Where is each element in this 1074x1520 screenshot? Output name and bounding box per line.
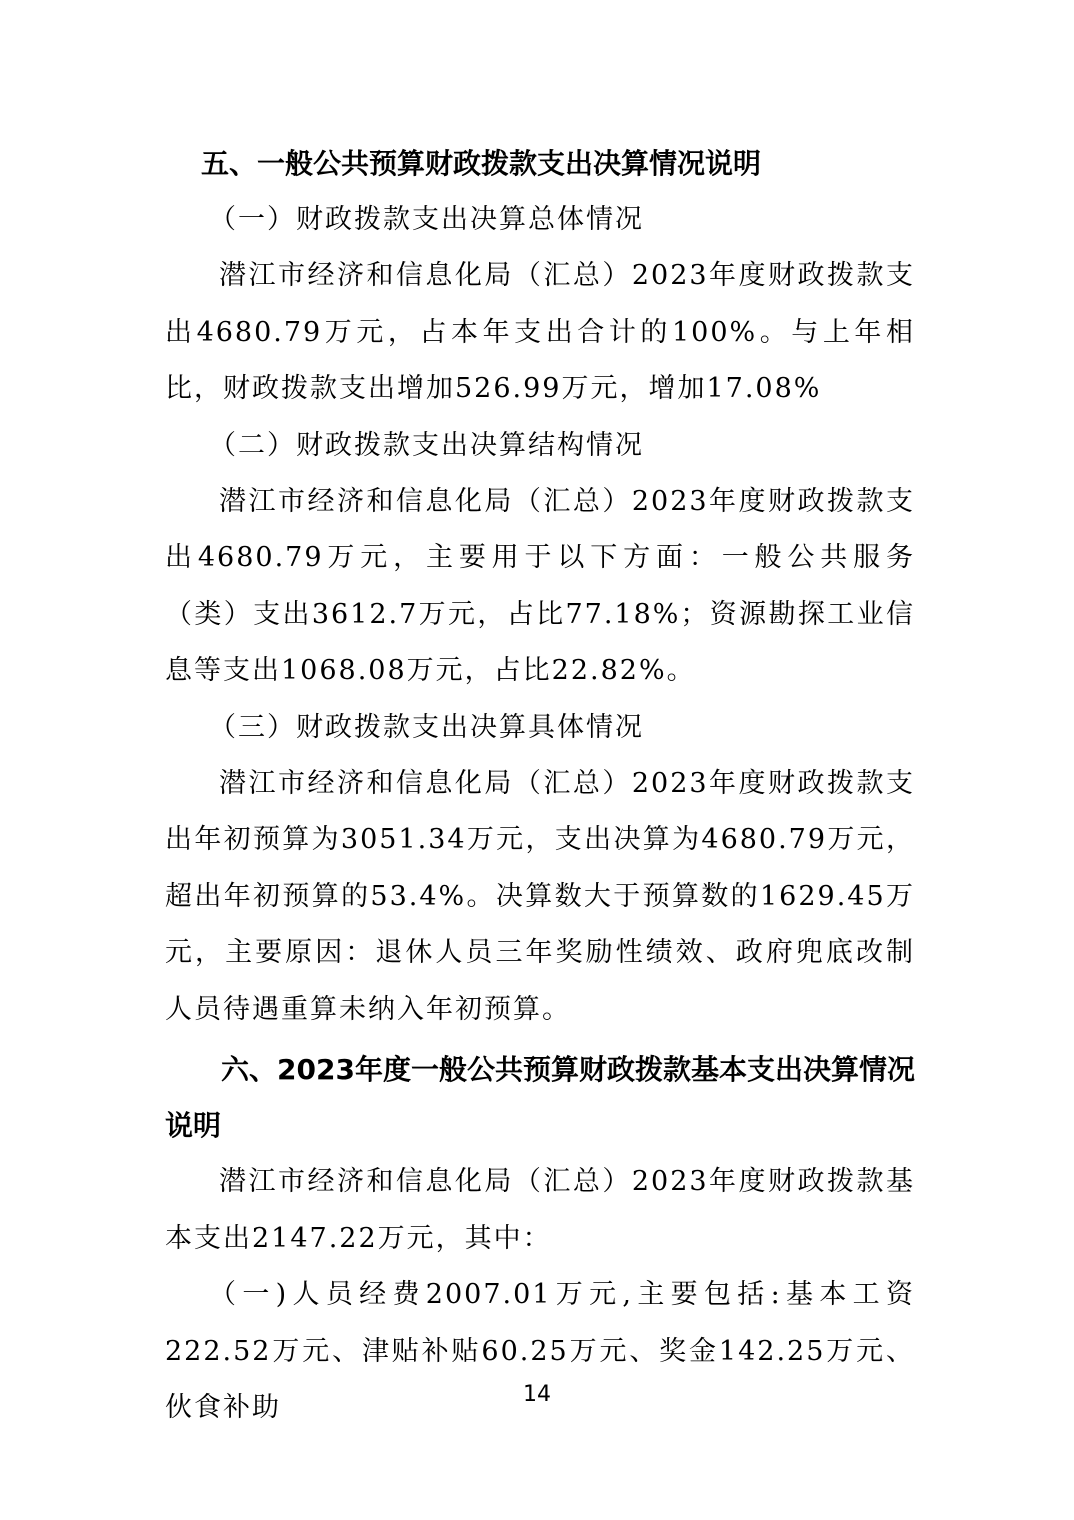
section-5-sub-1-text: 潜江市经济和信息化局（汇总）2023年度财政拨款支出4680.79万元，占本年支出合计的100%。与上年相比，财政拨款支出增加526.99万元，增加17.08% [165, 260, 915, 404]
section-5-sub-2-text: 潜江市经济和信息化局（汇总）2023年度财政拨款支出4680.79万元，主要用于以下方面：一般公共服务（类）支出3612.7万元，占比77.18%；资源勘探工业信息等支出1068.08万元，占比22.82%。 [165, 485, 915, 686]
section-5-sub-1-title: （一）财政拨款支出决算总体情况 [209, 204, 644, 235]
section-6-intro: 潜江市经济和信息化局（汇总）2023年度财政拨款基本支出2147.22万元，其中： [165, 1166, 915, 1254]
page-content [165, 130, 915, 1437]
page-number: 14 [523, 1382, 551, 1407]
section-6-item-1: （一)人员经费2007.01万元,主要包括:基本工资222.52万元、津贴补贴60.25万元、奖金142.25万元、伙食补助 [165, 1279, 915, 1423]
section-6-title: 六、2023年度一般公共预算财政拨款基本支出决算情况说明 [165, 1053, 915, 1142]
section-5-sub-3-text: 潜江市经济和信息化局（汇总）2023年度财政拨款支出年初预算为3051.34万元，支出决算为4680.79万元，超出年初预算的53.4%。决算数大于预算数的1629.45万元，主要原因：退休人员三年奖励性绩效、政府兜底改制人员待遇重算未纳入年初预算。 [165, 767, 915, 1025]
section-5-sub-3-title: （三）财政拨款支出决算具体情况 [209, 711, 644, 743]
section-5-title: 五、一般公共预算财政拨款支出决算情况说明 [201, 147, 762, 180]
section-5-sub-2-title: （二）财政拨款支出决算结构情况 [209, 429, 644, 461]
